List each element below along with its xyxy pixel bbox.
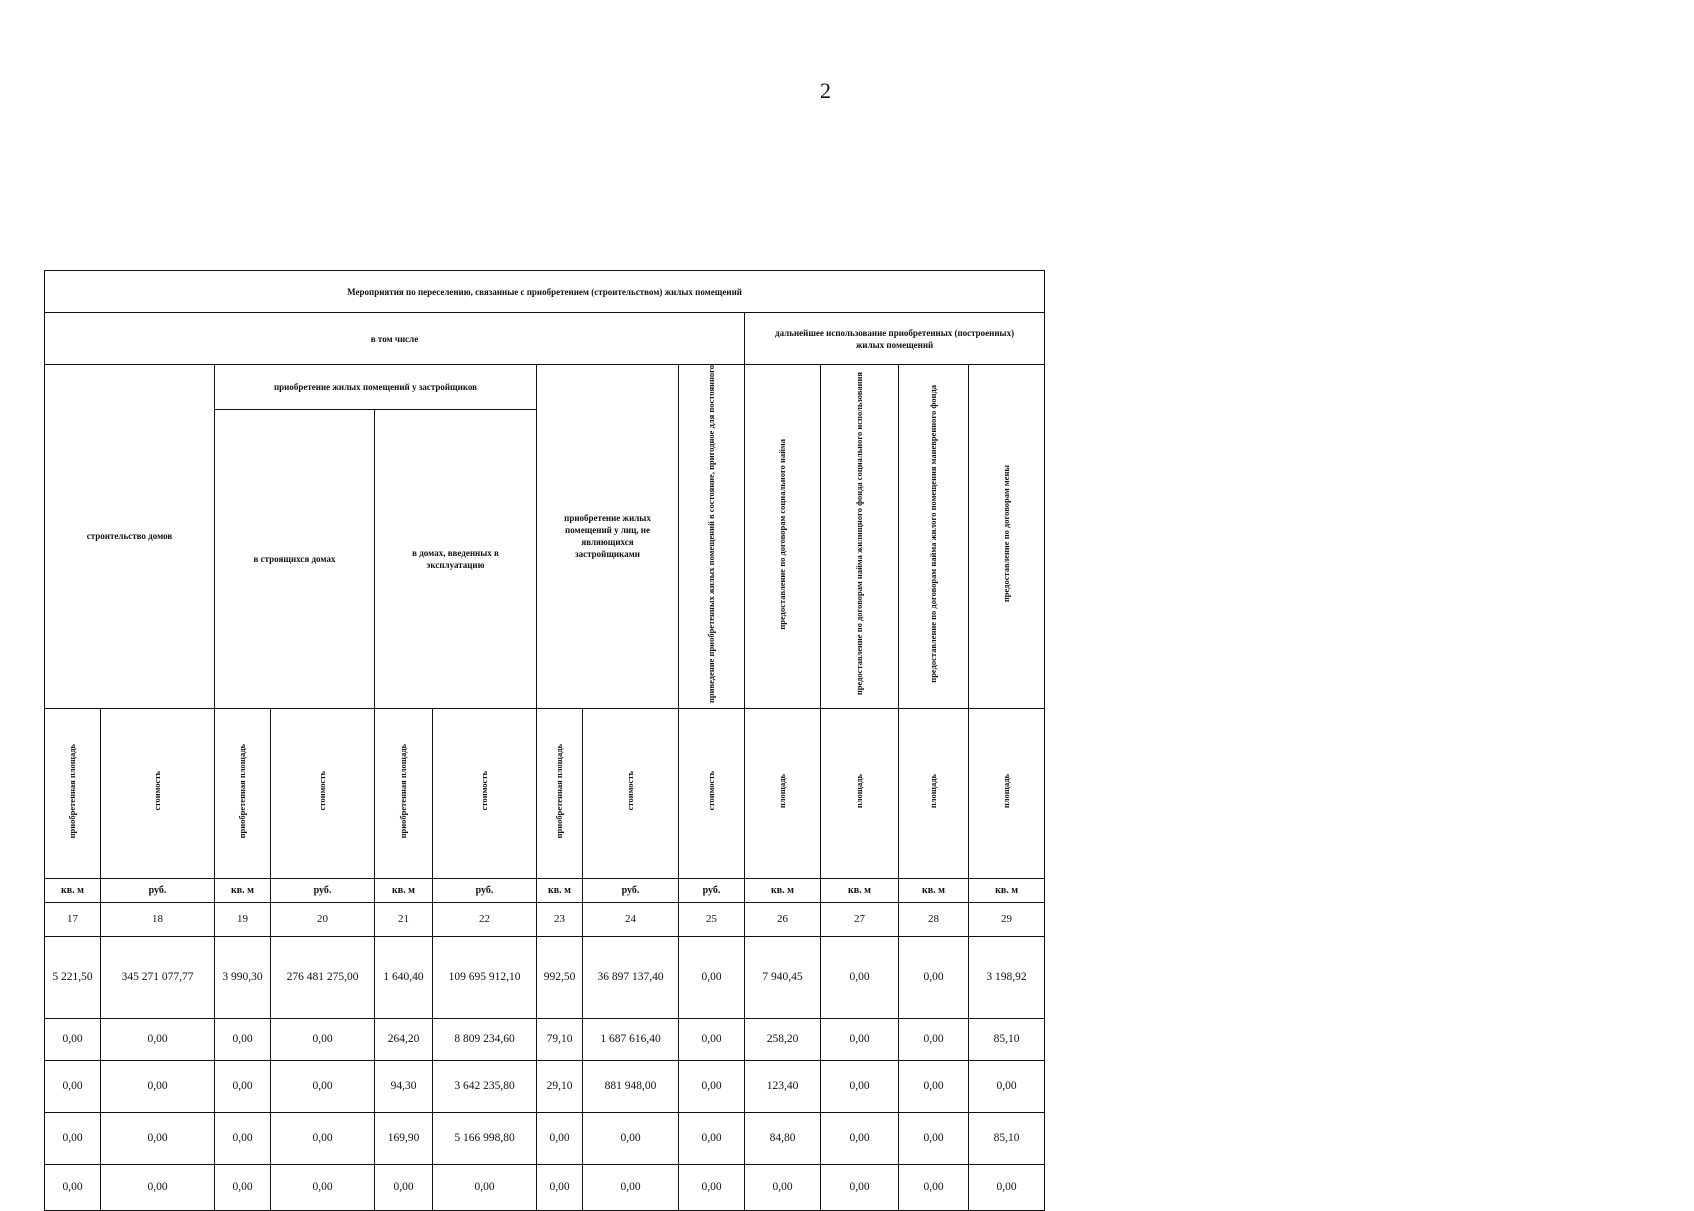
table-cell: 0,00 bbox=[271, 1164, 375, 1210]
table-cell: 0,00 bbox=[45, 1112, 101, 1164]
table-cell: 0,00 bbox=[583, 1164, 679, 1210]
table-cell: 0,00 bbox=[101, 1060, 215, 1112]
header-social-use-lease: предоставление по договорам найма жилищного фонда социального использования bbox=[821, 365, 899, 709]
table-cell: 8 809 234,60 bbox=[433, 1018, 537, 1060]
header-commissioned: в домах, введенных в эксплуатацию bbox=[375, 410, 537, 709]
table-cell: 123,40 bbox=[745, 1060, 821, 1112]
table-cell: 0,00 bbox=[679, 1112, 745, 1164]
subheader-acquired-area: приобретенная площадь bbox=[45, 708, 101, 878]
table-cell: 79,10 bbox=[537, 1018, 583, 1060]
unit-cell: кв. м bbox=[745, 878, 821, 902]
table-cell: 0,00 bbox=[45, 1060, 101, 1112]
unit-cell: руб. bbox=[433, 878, 537, 902]
table-cell: 0,00 bbox=[537, 1164, 583, 1210]
table-cell: 0,00 bbox=[679, 1018, 745, 1060]
column-number-cell: 19 bbox=[215, 902, 271, 936]
header-non-developers: приобретение жилых помещений у лиц, не являющихся застройщиками bbox=[537, 365, 679, 709]
column-number-cell: 26 bbox=[745, 902, 821, 936]
table-cell: 0,00 bbox=[821, 1164, 899, 1210]
table-cell: 0,00 bbox=[899, 1060, 969, 1112]
unit-cell: руб. bbox=[679, 878, 745, 902]
table-cell: 0,00 bbox=[101, 1164, 215, 1210]
table-cell: 0,00 bbox=[969, 1164, 1045, 1210]
table-row bbox=[45, 936, 1045, 1018]
table-cell: 0,00 bbox=[271, 1112, 375, 1164]
column-number-cell: 28 bbox=[899, 902, 969, 936]
table-cell: 7 940,45 bbox=[745, 936, 821, 1018]
table-cell: 881 948,00 bbox=[583, 1060, 679, 1112]
unit-cell: руб. bbox=[101, 878, 215, 902]
table-cell: 94,30 bbox=[375, 1060, 433, 1112]
table-cell: 169,90 bbox=[375, 1112, 433, 1164]
subheader-acquired-area: приобретенная площадь bbox=[215, 708, 271, 878]
table-cell: 109 695 912,10 bbox=[433, 936, 537, 1018]
column-number-cell: 25 bbox=[679, 902, 745, 936]
header-bringing-condition: приведение приобретенных жилых помещений в состояние, пригодное для постоянного bbox=[679, 365, 745, 709]
resettlement-table bbox=[44, 270, 1044, 1211]
column-number-cell: 24 bbox=[583, 902, 679, 936]
table-cell: 5 166 998,80 bbox=[433, 1112, 537, 1164]
column-number-cell: 23 bbox=[537, 902, 583, 936]
unit-cell: кв. м bbox=[215, 878, 271, 902]
table-cell: 0,00 bbox=[821, 1060, 899, 1112]
table-cell: 0,00 bbox=[45, 1018, 101, 1060]
column-number-cell: 21 bbox=[375, 902, 433, 936]
table-cell: 3 642 235,80 bbox=[433, 1060, 537, 1112]
table-cell: 992,50 bbox=[537, 936, 583, 1018]
table-cell: 0,00 bbox=[271, 1018, 375, 1060]
column-number-cell: 18 bbox=[101, 902, 215, 936]
table-cell: 85,10 bbox=[969, 1018, 1045, 1060]
table-cell: 0,00 bbox=[537, 1112, 583, 1164]
header-construction: строительство домов bbox=[45, 365, 215, 709]
column-number-cell: 20 bbox=[271, 902, 375, 936]
table-cell: 0,00 bbox=[679, 1060, 745, 1112]
table-row bbox=[45, 1060, 1045, 1112]
table-cell: 0,00 bbox=[215, 1112, 271, 1164]
table-cell: 0,00 bbox=[821, 1018, 899, 1060]
header-social-lease: предоставление по договорам социального найма bbox=[745, 365, 821, 709]
subheader-acquired-area: приобретенная площадь bbox=[375, 708, 433, 878]
table-cell: 0,00 bbox=[101, 1112, 215, 1164]
table-cell: 0,00 bbox=[899, 936, 969, 1018]
column-numbers-row bbox=[45, 902, 1045, 936]
column-number-cell: 27 bbox=[821, 902, 899, 936]
table-cell: 0,00 bbox=[45, 1164, 101, 1210]
unit-cell: кв. м bbox=[375, 878, 433, 902]
table-title: Мероприятия по переселению, связанные с приобретением (строительством) жилых помещений bbox=[45, 271, 1045, 313]
table-cell: 0,00 bbox=[679, 1164, 745, 1210]
header-including: в том числе bbox=[45, 313, 745, 365]
column-number-cell: 17 bbox=[45, 902, 101, 936]
subheader-area: площадь bbox=[745, 708, 821, 878]
table-cell: 0,00 bbox=[215, 1164, 271, 1210]
table-cell: 0,00 bbox=[821, 936, 899, 1018]
header-exchange: предоставление по договорам мены bbox=[969, 365, 1045, 709]
subheader-cost: стоимость bbox=[679, 708, 745, 878]
table-cell: 1 640,40 bbox=[375, 936, 433, 1018]
table-row bbox=[45, 1164, 1045, 1210]
table-cell: 0,00 bbox=[745, 1164, 821, 1210]
table-cell: 0,00 bbox=[679, 936, 745, 1018]
subheader-cost: стоимость bbox=[271, 708, 375, 878]
page-number: 2 bbox=[820, 78, 831, 103]
table-cell: 0,00 bbox=[101, 1018, 215, 1060]
table-cell: 0,00 bbox=[899, 1018, 969, 1060]
table-cell: 29,10 bbox=[537, 1060, 583, 1112]
unit-cell: кв. м bbox=[821, 878, 899, 902]
table-cell: 264,20 bbox=[375, 1018, 433, 1060]
column-number-cell: 22 bbox=[433, 902, 537, 936]
unit-cell: кв. м bbox=[537, 878, 583, 902]
table-cell: 36 897 137,40 bbox=[583, 936, 679, 1018]
data-rows bbox=[45, 936, 1045, 1210]
table-cell: 0,00 bbox=[583, 1112, 679, 1164]
subheader-cost: стоимость bbox=[583, 708, 679, 878]
table-cell: 3 990,30 bbox=[215, 936, 271, 1018]
header-further-use: дальнейшее использование приобретенных (построенных) жилых помещений bbox=[745, 313, 1045, 365]
subheader-area: площадь bbox=[821, 708, 899, 878]
table-cell: 0,00 bbox=[969, 1060, 1045, 1112]
table-cell: 85,10 bbox=[969, 1112, 1045, 1164]
subheader-acquired-area: приобретенная площадь bbox=[537, 708, 583, 878]
table-cell: 0,00 bbox=[375, 1164, 433, 1210]
unit-cell: руб. bbox=[271, 878, 375, 902]
table-cell: 0,00 bbox=[215, 1060, 271, 1112]
unit-cell: кв. м bbox=[969, 878, 1045, 902]
table-cell: 5 221,50 bbox=[45, 936, 101, 1018]
unit-cell: кв. м bbox=[45, 878, 101, 902]
header-under-construction: в строящихся домах bbox=[215, 410, 375, 709]
table-cell: 0,00 bbox=[899, 1164, 969, 1210]
table-row bbox=[45, 1018, 1045, 1060]
unit-cell: руб. bbox=[583, 878, 679, 902]
table-cell: 276 481 275,00 bbox=[271, 936, 375, 1018]
table-cell: 1 687 616,40 bbox=[583, 1018, 679, 1060]
table-cell: 0,00 bbox=[821, 1112, 899, 1164]
table-cell: 0,00 bbox=[271, 1060, 375, 1112]
header-maneuver-lease: предоставление по договорам найма жилого помещения маневренного фонда bbox=[899, 365, 969, 709]
table-cell: 0,00 bbox=[433, 1164, 537, 1210]
table-cell: 258,20 bbox=[745, 1018, 821, 1060]
header-developers: приобретение жилых помещений у застройщиков bbox=[215, 365, 537, 410]
units-row bbox=[45, 878, 1045, 902]
subheader-area: площадь bbox=[899, 708, 969, 878]
subheader-cost: стоимость bbox=[433, 708, 537, 878]
unit-cell: кв. м bbox=[899, 878, 969, 902]
table-row bbox=[45, 1112, 1045, 1164]
subheader-area: площадь bbox=[969, 708, 1045, 878]
subheader-cost: стоимость bbox=[101, 708, 215, 878]
table-cell: 84,80 bbox=[745, 1112, 821, 1164]
table-cell: 0,00 bbox=[215, 1018, 271, 1060]
table-cell: 345 271 077,77 bbox=[101, 936, 215, 1018]
table-cell: 3 198,92 bbox=[969, 936, 1045, 1018]
table-cell: 0,00 bbox=[899, 1112, 969, 1164]
column-number-cell: 29 bbox=[969, 902, 1045, 936]
